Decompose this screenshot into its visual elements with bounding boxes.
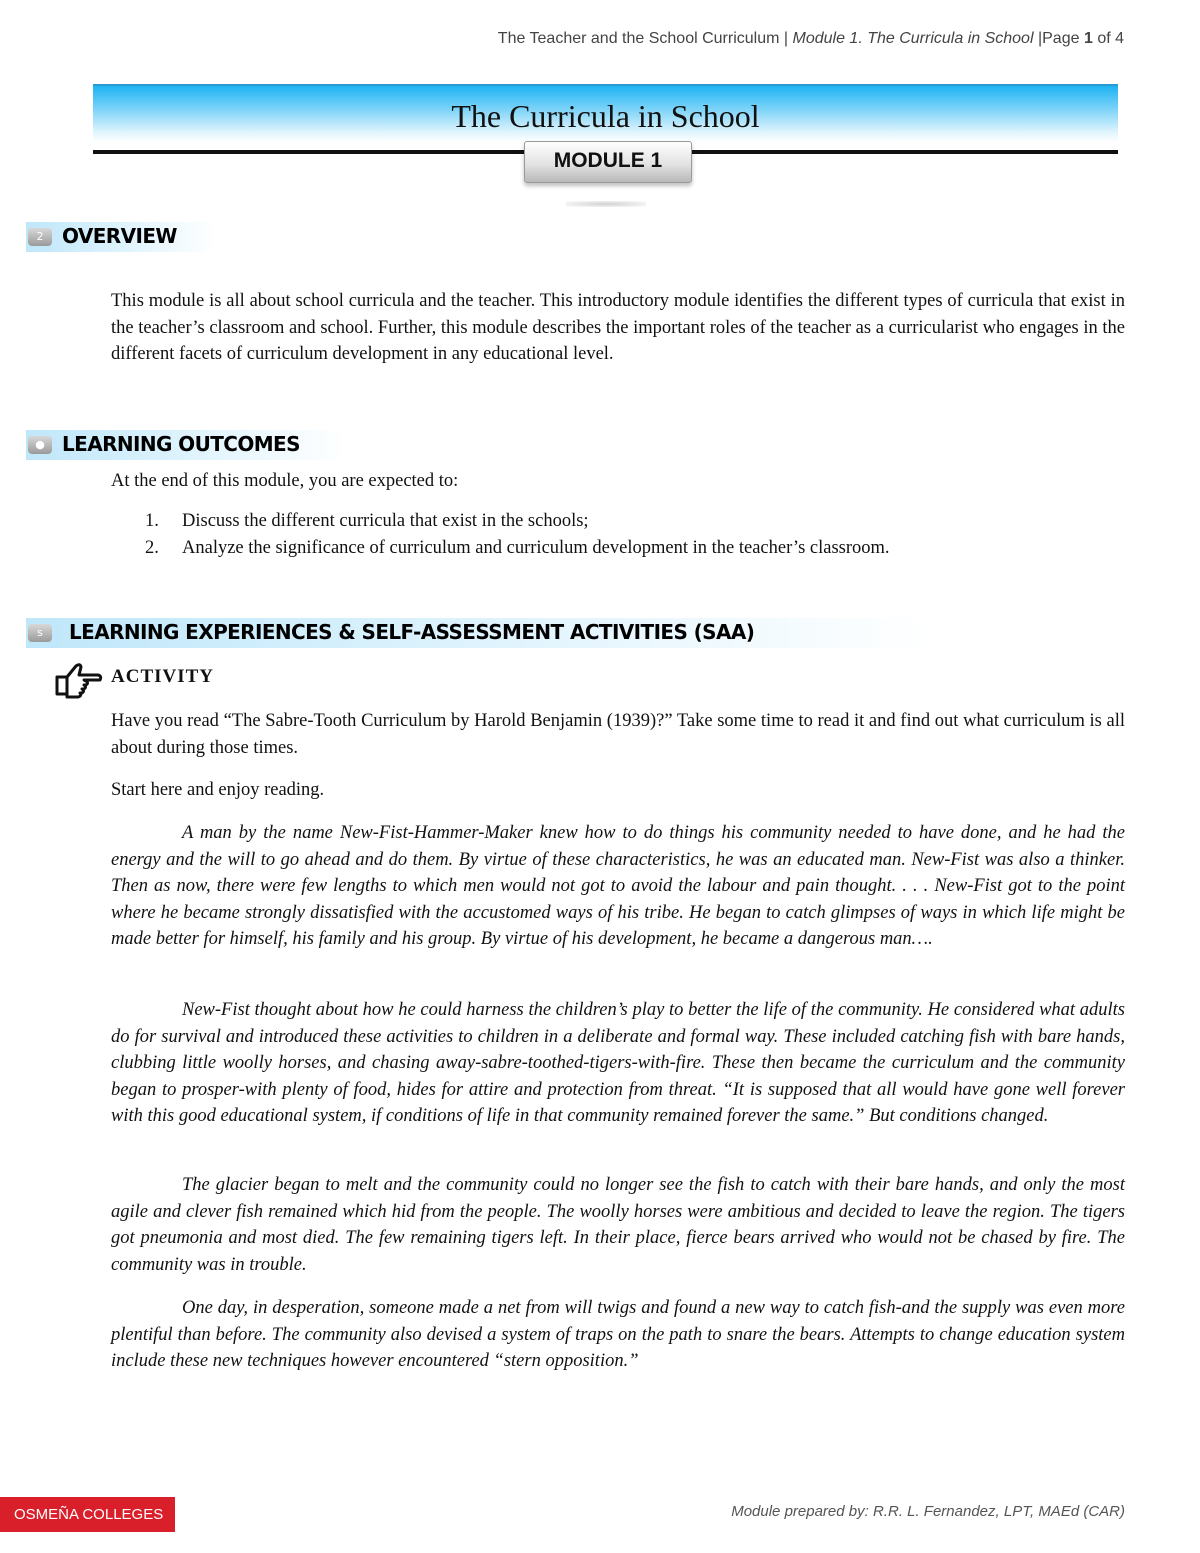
overview-heading-label: OVERVIEW xyxy=(62,224,177,248)
pointing-hand-icon xyxy=(54,663,104,699)
course-title: The Teacher and the School Curriculum xyxy=(497,30,780,47)
title-banner xyxy=(93,84,1118,142)
list-item-number: 1. xyxy=(145,511,159,531)
outcomes-badge-icon: ● xyxy=(28,436,52,454)
story-paragraph-text: A man by the name New-Fist-Hammer-Maker knew how to do things his community needed to have done, and he had the energy and the will to go ahead and do them. By virtue of these characteristics, he was an educated man. New-Fist was also a thinker. Then as now, there were few lengths to which men would not got to avoid the labour and pain thought. . . . New-Fist got to the point where he became strongly dissatisfied with the accustomed ways of his tribe. He began to catch glimpses of ways in which life might be made better for himself, his family and his group. By virtue of his development, he became a dangerous man…. xyxy=(111,823,1125,950)
story-paragraph-text: New-Fist thought about how he could harness the children’s play to better the life of the community. He considered what adults do for survival and introduced these activities to children in a deliberate and formal way. These included catching fish with bare hands, clubbing little woolly horses, and chasing away-sabre-toothed-tigers-with-fire. These then became the curriculum and the community began to prosper-with plenty of food, hides for attire and protection from threat. “It is supposed that all would have gone well forever with this good educational system, if conditions of life in that community remained forever the same.” But conditions changed. xyxy=(111,1000,1125,1127)
page-total: of 4 xyxy=(1097,30,1124,47)
outcomes-intro: At the end of this module, you are expected to: xyxy=(111,471,459,491)
school-badge: OSMEÑA COLLEGES xyxy=(0,1497,175,1532)
activity-start: Start here and enjoy reading. xyxy=(111,780,325,800)
story-paragraph-text: The glacier began to melt and the community could no longer see the fish to catch with their bare hands, and only the most agile and clever fish remained which hid from the people. The woolly horses were ambitious and decided to leave the region. The tigers got pneumonia and most died. The few remaining tigers left. In their place, fierce bears arrived who would not be chased by fire. The community was in trouble. xyxy=(111,1175,1125,1275)
footer-credit: Module prepared by: R.R. L. Fernandez, LPT, MAEd (CAR) xyxy=(731,1503,1125,1520)
activity-label: ACTIVITY xyxy=(111,666,215,687)
page-number: 1 xyxy=(1083,30,1093,47)
list-item-number: 2. xyxy=(145,538,159,558)
experiences-heading-label: LEARNING EXPERIENCES & SELF-ASSESSMENT ACTIVITIES (SAA) xyxy=(69,620,755,644)
activity-prompt: Have you read “The Sabre-Tooth Curriculum by Harold Benjamin (1939)?” Take some time to read it and find out what curriculum is all about during those times. xyxy=(111,711,1125,758)
list-item-text: Discuss the different curricula that exist in the schools; xyxy=(182,511,589,531)
page-header: The Teacher and the School Curriculum | Module 1. The Curricula in School |Page 1 of 4 xyxy=(497,30,1124,47)
list-item-text: Analyze the significance of curriculum and curriculum development in the teacher’s classroom. xyxy=(182,538,890,558)
page-word: Page xyxy=(1042,30,1080,47)
story-paragraph-text: One day, in desperation, someone made a net from will twigs and found a new way to catch fish-and the supply was even more plentiful than before. The community also devised a system of traps on the path to snare the bears. Attempts to change education system include these new techniques however encountered “stern opposition.” xyxy=(111,1298,1125,1372)
story-paragraph xyxy=(111,997,1125,1130)
overview-text: This module is all about school curricula and the teacher. This introductory module identifies the different types of curricula that exist in the teacher’s classroom and school. Further, this module describes the important roles of the teacher as a curricularist who engages in the different facets of curriculum development in any educational level. xyxy=(111,291,1125,365)
overview-heading xyxy=(26,222,216,252)
story-paragraph xyxy=(111,1172,1125,1278)
outcomes-heading xyxy=(26,430,346,460)
experiences-badge-icon: s xyxy=(28,624,52,642)
story-paragraph xyxy=(111,1295,1125,1375)
module-tab-shadow xyxy=(566,201,646,207)
story-paragraph xyxy=(111,820,1125,953)
overview-badge-icon: 2 xyxy=(28,228,52,246)
experiences-heading xyxy=(26,618,931,648)
page-title: The Curricula in School xyxy=(451,98,760,134)
outcomes-heading-label: LEARNING OUTCOMES xyxy=(62,432,300,456)
module-tab: MODULE 1 xyxy=(524,141,692,183)
module-reference: Module 1. The Curricula in School xyxy=(792,30,1034,47)
